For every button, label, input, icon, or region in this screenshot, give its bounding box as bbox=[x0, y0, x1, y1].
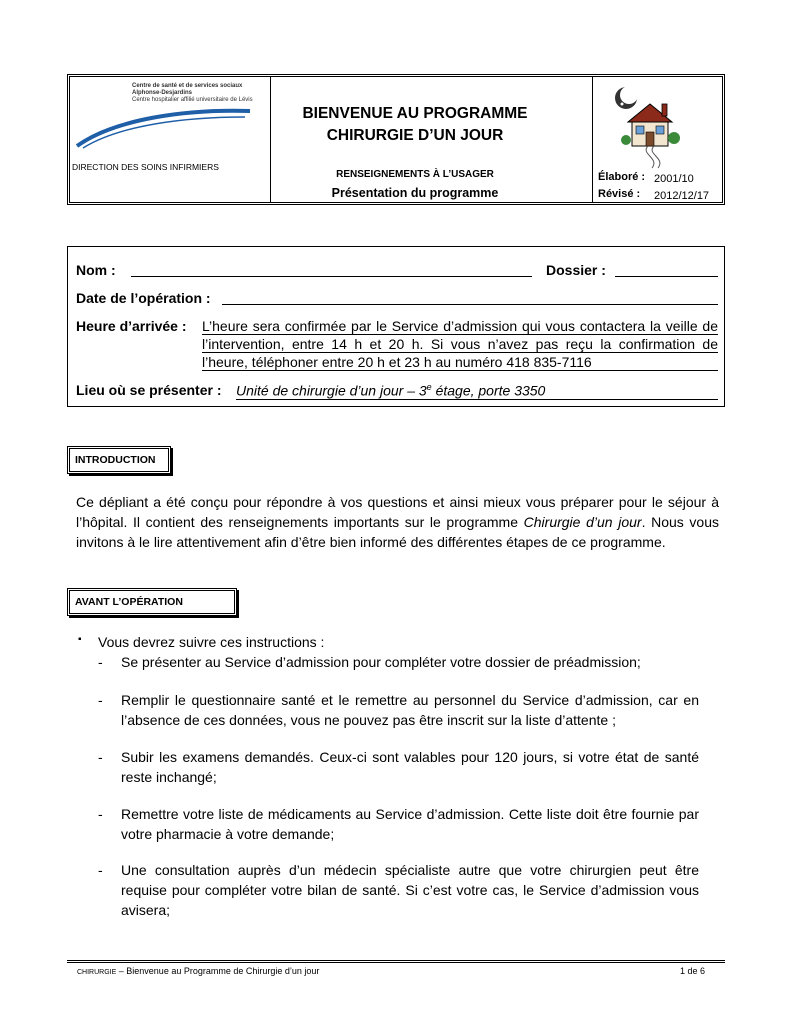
introduction-heading: INTRODUCTION bbox=[67, 446, 171, 474]
list-item: Se présenter au Service d’admission pour compléter votre dossier de préadmission; bbox=[121, 654, 641, 670]
house-moon-icon bbox=[610, 82, 690, 170]
logo-line: Centre hospitalier affilié universitaire de Lévis bbox=[132, 97, 253, 103]
dash-icon: - bbox=[98, 862, 103, 878]
heure-label: Heure d’arrivée : bbox=[76, 318, 187, 334]
date-label: Date de l’opération : bbox=[76, 290, 211, 306]
lieu-label: Lieu où se présenter : bbox=[76, 382, 222, 398]
presentation-title: Présentation du programme bbox=[331, 186, 499, 200]
heure-line: l’heure, téléphoner entre 20 h et 23 h au numéro 418 835-7116 bbox=[202, 354, 718, 371]
header-box bbox=[67, 74, 725, 205]
nom-label: Nom : bbox=[76, 262, 116, 278]
heure-line: L’heure sera confirmée par le Service d’admission qui vous contactera la veille de bbox=[202, 318, 718, 334]
introduction-paragraph: Ce dépliant a été conçu pour répondre à vos questions et ainsi mieux vous préparer pour le séjour à l’hôpital. Il contient des renseignements importants sur le programme Chirurgie d’un jour. Nous vous invitons à le lire attentivement afin d’être bien informé des différentes étapes de ce programme. bbox=[76, 494, 719, 550]
logo-line: Alphonse-Desjardins bbox=[132, 90, 193, 96]
list-item: Remettre votre liste de médicaments au Service d’admission. Cette liste doit être fournie par votre pharmacie à votre demande; bbox=[121, 806, 699, 842]
direction-label: DIRECTION DES SOINS INFIRMIERS bbox=[72, 162, 219, 172]
dash-icon: - bbox=[98, 654, 103, 670]
elabore-value: 2001/10 bbox=[654, 173, 694, 185]
page-title-line2: CHIRURGIE D’UN JOUR bbox=[326, 127, 504, 144]
list-item: Une consultation auprès d’un médecin spécialiste autre que votre chirurgien peut être requise pour compléter votre bilan de santé. Si c’est votre cas, le Service d’admission vous avisera; bbox=[121, 862, 699, 918]
dash-icon: - bbox=[98, 749, 103, 765]
dossier-field[interactable] bbox=[615, 276, 718, 277]
dossier-label: Dossier : bbox=[546, 262, 606, 278]
footer-divider bbox=[67, 960, 725, 963]
avant-operation-heading: AVANT L’OPÉRATION bbox=[67, 588, 237, 616]
logo-line: Centre de santé et de services sociaux bbox=[132, 83, 243, 89]
date-field[interactable] bbox=[222, 304, 718, 305]
footer-title: CHIRURGIE – Bienvenue au Programme de Chirurgie d’un jour bbox=[77, 966, 320, 976]
bullet-intro: Vous devrez suivre ces instructions : bbox=[98, 634, 325, 650]
logo-swoosh-icon bbox=[75, 101, 265, 151]
heure-line: l’intervention, entre 14 h et 20 h. Si vous n’avez pas reçu la confirmation de bbox=[202, 336, 718, 352]
dash-icon: - bbox=[98, 806, 103, 822]
list-item: Remplir le questionnaire santé et le remettre au personnel du Service d’admission, car en l’absence de ces données, vous ne pouvez pas être inscrit sur la liste d’attente ; bbox=[121, 692, 699, 728]
dash-icon: - bbox=[98, 692, 103, 708]
revise-value: 2012/12/17 bbox=[654, 190, 710, 202]
page-number: 1 de 6 bbox=[680, 966, 706, 976]
bullet-icon: ▪ bbox=[78, 634, 82, 645]
page-title-line1: BIENVENUE AU PROGRAMME bbox=[302, 105, 528, 122]
elabore-label: Élaboré : bbox=[598, 171, 646, 183]
revise-label: Révisé : bbox=[598, 188, 641, 200]
list-item: Subir les examens demandés. Ceux-ci sont valables pour 120 jours, si votre état de santé reste inchangé; bbox=[121, 749, 699, 785]
lieu-text: Unité de chirurgie d’un jour – 3e étage, porte 3350 bbox=[236, 382, 718, 400]
document-subtitle: RENSEIGNEMENTS À L’USAGER bbox=[336, 169, 494, 180]
nom-field[interactable] bbox=[131, 276, 532, 277]
